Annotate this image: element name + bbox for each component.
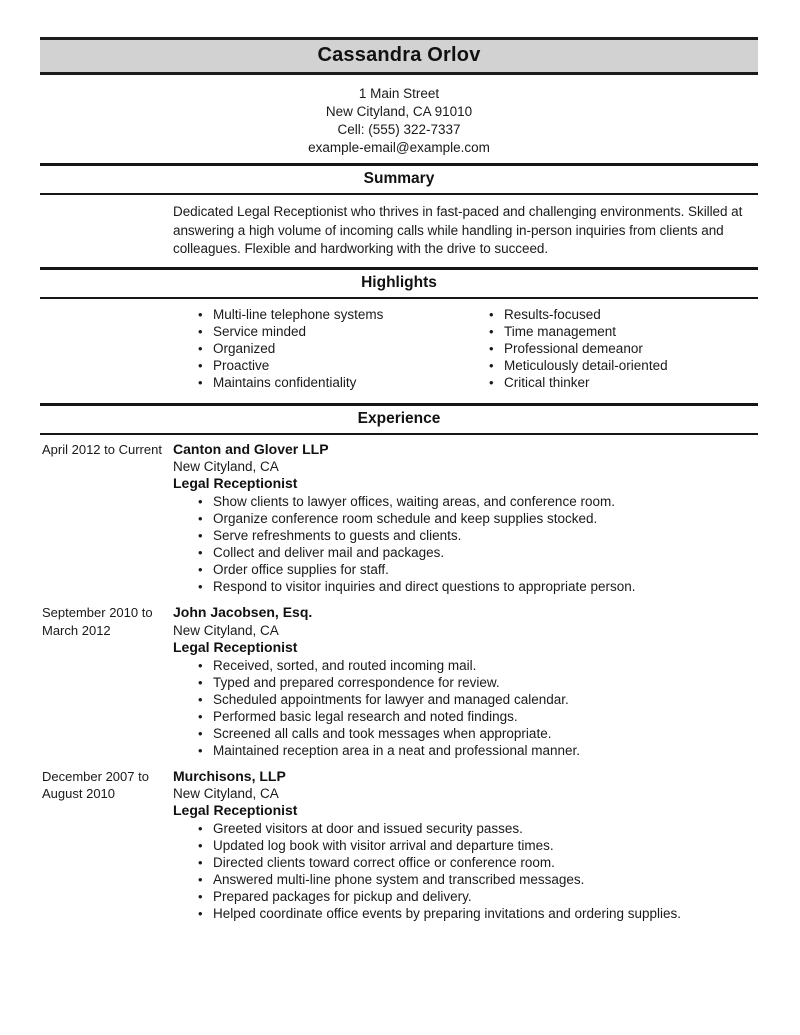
highlight-item: • Time management (463, 323, 758, 340)
job-bullet: • Order office supplies for staff. (173, 561, 758, 578)
experience-entry (40, 441, 758, 596)
job-bullet: • Organize conference room schedule and keep supplies stocked. (173, 510, 758, 527)
experience-section (40, 403, 758, 923)
highlight-item: • Service minded (173, 323, 463, 340)
job-role: Legal Receptionist (173, 638, 298, 655)
job-role: Legal Receptionist (173, 475, 298, 491)
job-bullet: • Collect and deliver mail and packages. (173, 544, 758, 561)
section-rule-bottom (40, 193, 758, 195)
job-bullet: • Screened all calls and took messages when appropriate. (173, 725, 758, 742)
job-company: Murchisons, LLP (173, 767, 286, 784)
job-role: Legal Receptionist (173, 802, 298, 818)
contact-email: example-email@example.com (308, 140, 490, 155)
job-bullet: • Greeted visitors at door and issued security passes. (173, 820, 758, 837)
highlight-item: • Critical thinker (463, 374, 758, 391)
job-location: New Cityland, CA (173, 459, 279, 474)
section-rule-bottom (40, 433, 758, 435)
job-bullet-list (173, 657, 758, 759)
job-bullet: • Show clients to lawyer offices, waiting areas, and conference room. (173, 493, 758, 510)
highlights-header (40, 267, 758, 299)
job-bullet: • Maintained reception area in a neat and professional manner. (173, 742, 758, 759)
highlights-right-list (463, 306, 758, 391)
highlight-item: • Meticulously detail-oriented (463, 357, 758, 374)
highlight-item: • Proactive (173, 357, 463, 374)
experience-header (40, 403, 758, 435)
job-company: John Jacobsen, Esq. (173, 604, 313, 620)
highlight-item: • Multi-line telephone systems (173, 306, 463, 323)
summary-text: Dedicated Legal Receptionist who thrives in fast-paced and challenging environments. Skilled at answering a high volume of incoming calls while handling in-person inquiries from clients and colleagues. Flexible and hardworking with the drive to succeed. (173, 204, 743, 256)
job-location: New Cityland, CA (173, 786, 279, 801)
job-bullet: • Typed and prepared correspondence for review. (173, 674, 758, 691)
summary-section (40, 163, 758, 259)
summary-header (40, 163, 758, 195)
job-dates: September 2010 to March 2012 (42, 605, 153, 638)
job-bullet: • Helped coordinate office events by preparing invitations and ordering supplies. (173, 905, 758, 922)
job-bullet: • Prepared packages for pickup and delivery. (173, 888, 758, 905)
highlight-item: • Results-focused (463, 306, 758, 323)
candidate-name: Cassandra Orlov (317, 44, 481, 66)
highlight-item: • Professional demeanor (463, 340, 758, 357)
contact-block (40, 85, 758, 157)
contact-city-state-zip: New Cityland, CA 91010 (325, 104, 473, 119)
job-bullet-list (173, 493, 758, 595)
job-bullet: • Performed basic legal research and noted findings. (173, 708, 758, 725)
contact-street: 1 Main Street (358, 86, 440, 101)
experience-entry (40, 604, 758, 759)
highlights-left-list (173, 306, 463, 391)
job-bullet: • Updated log book with visitor arrival and departure times. (173, 837, 758, 854)
contact-phone: Cell: (555) 322-7337 (337, 122, 461, 137)
job-bullet: • Respond to visitor inquiries and direct questions to appropriate person. (173, 578, 758, 595)
highlights-columns (173, 306, 758, 391)
job-location: New Cityland, CA (173, 622, 279, 638)
section-title-experience: Experience (357, 409, 441, 427)
section-title-highlights: Highlights (361, 273, 437, 291)
job-bullet: • Received, sorted, and routed incoming mail. (173, 657, 758, 674)
job-company: Canton and Glover LLP (173, 440, 329, 457)
job-dates: April 2012 to Current (42, 441, 162, 457)
job-details (173, 441, 758, 596)
section-title-summary: Summary (363, 170, 435, 187)
job-details (173, 768, 758, 923)
job-bullet: • Directed clients toward correct office or conference room. (173, 854, 758, 871)
job-details (173, 604, 758, 759)
job-bullet: • Scheduled appointments for lawyer and managed calendar. (173, 691, 758, 708)
highlight-item: • Organized (173, 340, 463, 357)
job-bullet: • Answered multi-line phone system and transcribed messages. (173, 871, 758, 888)
highlights-section (40, 267, 758, 391)
job-bullet: • Serve refreshments to guests and clients. (173, 527, 758, 544)
job-dates: December 2007 to August 2010 (42, 768, 149, 801)
section-rule-bottom (40, 297, 758, 299)
highlight-item: • Maintains confidentiality (173, 374, 463, 391)
job-bullet-list (173, 820, 758, 922)
name-banner (40, 37, 758, 75)
experience-entry (40, 768, 758, 923)
